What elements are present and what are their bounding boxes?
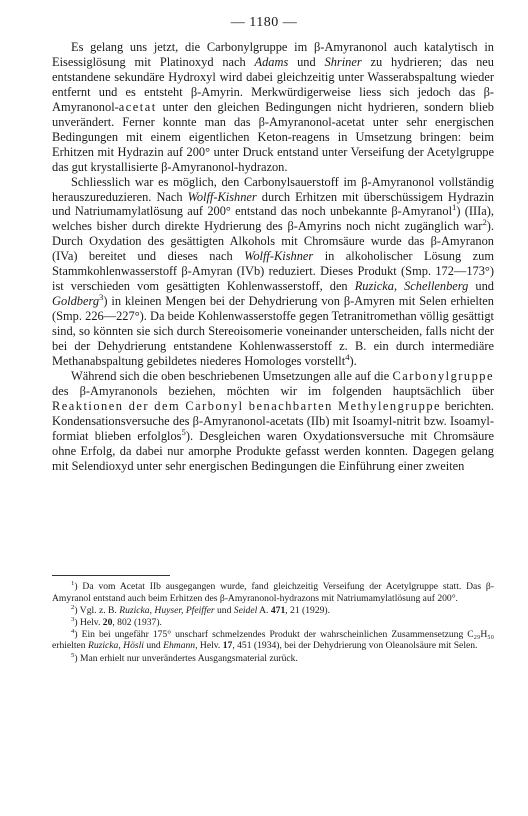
footnote-4: [52, 629, 494, 652]
text-run: durch Erhitzen mit überschüssigem Hydrazin und Natriumamylatlösung auf 200° entstand das noch unbekannte β-Amyranol: [52, 189, 494, 219]
footnote-mark: 5: [181, 426, 186, 437]
text-run: ) Helv.: [74, 616, 103, 628]
footnote-mark: 1: [452, 202, 457, 213]
text-run: berichten. Kondensationsversuche des β-Amyranonol-acetats (IIb) mit Isoamyl-nitrit bzw. Isoamyl-formiat blieben erfolglos: [52, 398, 495, 443]
footnote-mark: 3: [99, 292, 104, 303]
footnote-mark: 3: [71, 615, 75, 623]
paragraph-3: [52, 369, 494, 474]
footnotes: [52, 581, 494, 665]
text-run: und: [143, 640, 164, 652]
text-run: des β-Amyranonols beziehen, möchten wir im folgenden hauptsächlich über: [52, 383, 494, 398]
text-run: ) Da vom Acetat IIb ausgegangen wurde, fand gleichzeitig Verseifung der Acetylgruppe statt. Das β-Amyranol entstand auch beim Erhitzen des β-Amyranonol-hydrazons mit Natriumamylatlösung auf 200°.: [52, 581, 494, 604]
text-run: ). Durch Oxydation des gesättigten Alkohols mit Chromsäure wurde das β-Amyranon (IVa) bereitet und dieses nach: [52, 219, 494, 264]
body-text: [52, 40, 494, 474]
text-run: , 802 (1937).: [112, 616, 162, 628]
paragraph-2: [52, 175, 494, 369]
footnote-mark: 4: [71, 627, 75, 635]
bold-run: 20: [102, 616, 113, 628]
footnote-mark: 5: [71, 651, 75, 659]
italic-run: Wolff-Kishner: [244, 249, 314, 264]
footnote-separator: [52, 575, 170, 576]
footnote-1: [52, 581, 494, 604]
text-run: , Helv.: [195, 640, 223, 652]
footnote-mark: 4: [345, 351, 350, 362]
text-run: Es gelang uns jetzt, die Carbonylgruppe im β-Amyranonol auch katalytisch in Eisessiglösung mit Platinoxyd nach: [52, 40, 494, 69]
spaced-run: acetat: [118, 99, 157, 114]
spaced-run: Reaktionen der dem Carbonyl benachbarten Methylengruppe: [52, 398, 442, 413]
footnote-2: [52, 605, 494, 617]
footnote-mark: 1: [71, 579, 75, 587]
italic-run: Ruzicka, Huyser, Pfeiffer: [119, 604, 215, 616]
footnote-3: [52, 617, 494, 629]
text-run: und: [288, 54, 325, 69]
text-run: ) in kleinen Mengen bei der Dehydrierung von β-Amyren mit Selen erhielten (Smp. 226—227°). Da beide Kohlenwasserstoffe gegen Tetranitromethan völlig gesättigt sind, so könnten sie sich durch Stereoisomerie voneinander unterscheiden, falls nicht der bei der Dehydrierung entstandene Kohlenwasserstoff z. B. ein durch intermediäre Methanabspaltung gebildetes niederes Homologes vorstellt: [52, 294, 494, 369]
italic-run: Ehmann: [163, 640, 196, 652]
text-run: ) (IIIa), welches bisher durch direkte Hydrierung des β-Amyrins noch nicht zugänglich war: [52, 204, 495, 234]
text-run: ).: [349, 354, 357, 369]
text-run: , 451 (1934), bei der Dehydrierung von Oleanolsäure mit Selen.: [232, 640, 478, 652]
paragraph-1: [52, 40, 494, 175]
text-run: ) Vgl. z. B.: [74, 604, 120, 616]
text-run: Schliesslich war es möglich, den Carbonylsauerstoff im β-Amyranonol vollständig herauszureduzieren. Nach: [52, 174, 494, 204]
text-run: unter den gleichen Bedingungen nicht hydrieren, sondern blieb unverändert. Ferner konnte man das β-Amyranonol-acetat unter sehr energischen Bedingungen mit einem eigentlichen Keton-reagens in Umsetzung bringen: beim Erhitzen mit Hydrazin auf 200° unter Druck entstand unter Verseifung der Acetylgruppe das gut krystallisierte β-Amyranonol-hydrazon.: [52, 99, 494, 174]
text-run: , 21 (1929).: [285, 604, 331, 616]
text-run: ). Desgleichen waren Oxydationsversuche mit Chromsäure ohne Erfolg, da dabei nur amorphe Produkte gefasst werden konnten. Dagegen gelang mit Selendioxyd unter sehr energischen Bedingungen die Einführung einer zweiten: [52, 428, 495, 473]
page-number: — 1180 —: [230, 15, 298, 30]
text-run: und: [468, 279, 495, 294]
italic-run: Seidel: [233, 604, 258, 616]
italic-run: Shriner: [324, 54, 362, 69]
text-run: in alkoholischer Lösung zum Stammkohlenwasserstoff β-Amyran (IVb) reduziert. Dieses Produkt (Smp. 172—173°) ist verschieden vom gesättigten Kohlenwasserstoff, den: [52, 249, 494, 294]
italic-run: Ruzicka, Hösli: [87, 640, 144, 652]
italic-run: Ruzicka, Schellenberg: [354, 279, 469, 294]
text-run: und: [214, 604, 234, 616]
footnote-mark: 2: [71, 603, 75, 611]
bold-run: 471: [270, 604, 286, 616]
italic-run: Goldberg: [52, 294, 100, 309]
text-run: zu hydrieren; das neu entstandene sekundäre Hydroxyl wird dabei gleichzeitig unter Wasserabspaltung wieder entfernt und es entsteht β-Amyrin. Merkwürdigerweise liess sich jedoch das β-Amyranonol-: [52, 54, 494, 114]
italic-run: Adams: [254, 54, 289, 69]
text-run: A.: [257, 604, 271, 616]
text-run: ) Man erhielt nur unverändertes Ausgangsmaterial zurück.: [74, 652, 298, 664]
bold-run: 17: [222, 640, 233, 652]
text-run: ) Ein bei ungefähr 175° unscharf schmelzendes Produkt der wahrscheinlichen Zusammensetzung C₂₉H₅₀ erhielten: [52, 628, 494, 652]
italic-run: Wolff-Kishner: [187, 189, 257, 204]
spaced-run: Carbonylgruppe: [392, 368, 494, 383]
footnote-5: [52, 653, 494, 665]
footnote-mark: 2: [482, 217, 487, 228]
text-run: Während sich die oben beschriebenen Umsetzungen alle auf die: [71, 368, 393, 383]
